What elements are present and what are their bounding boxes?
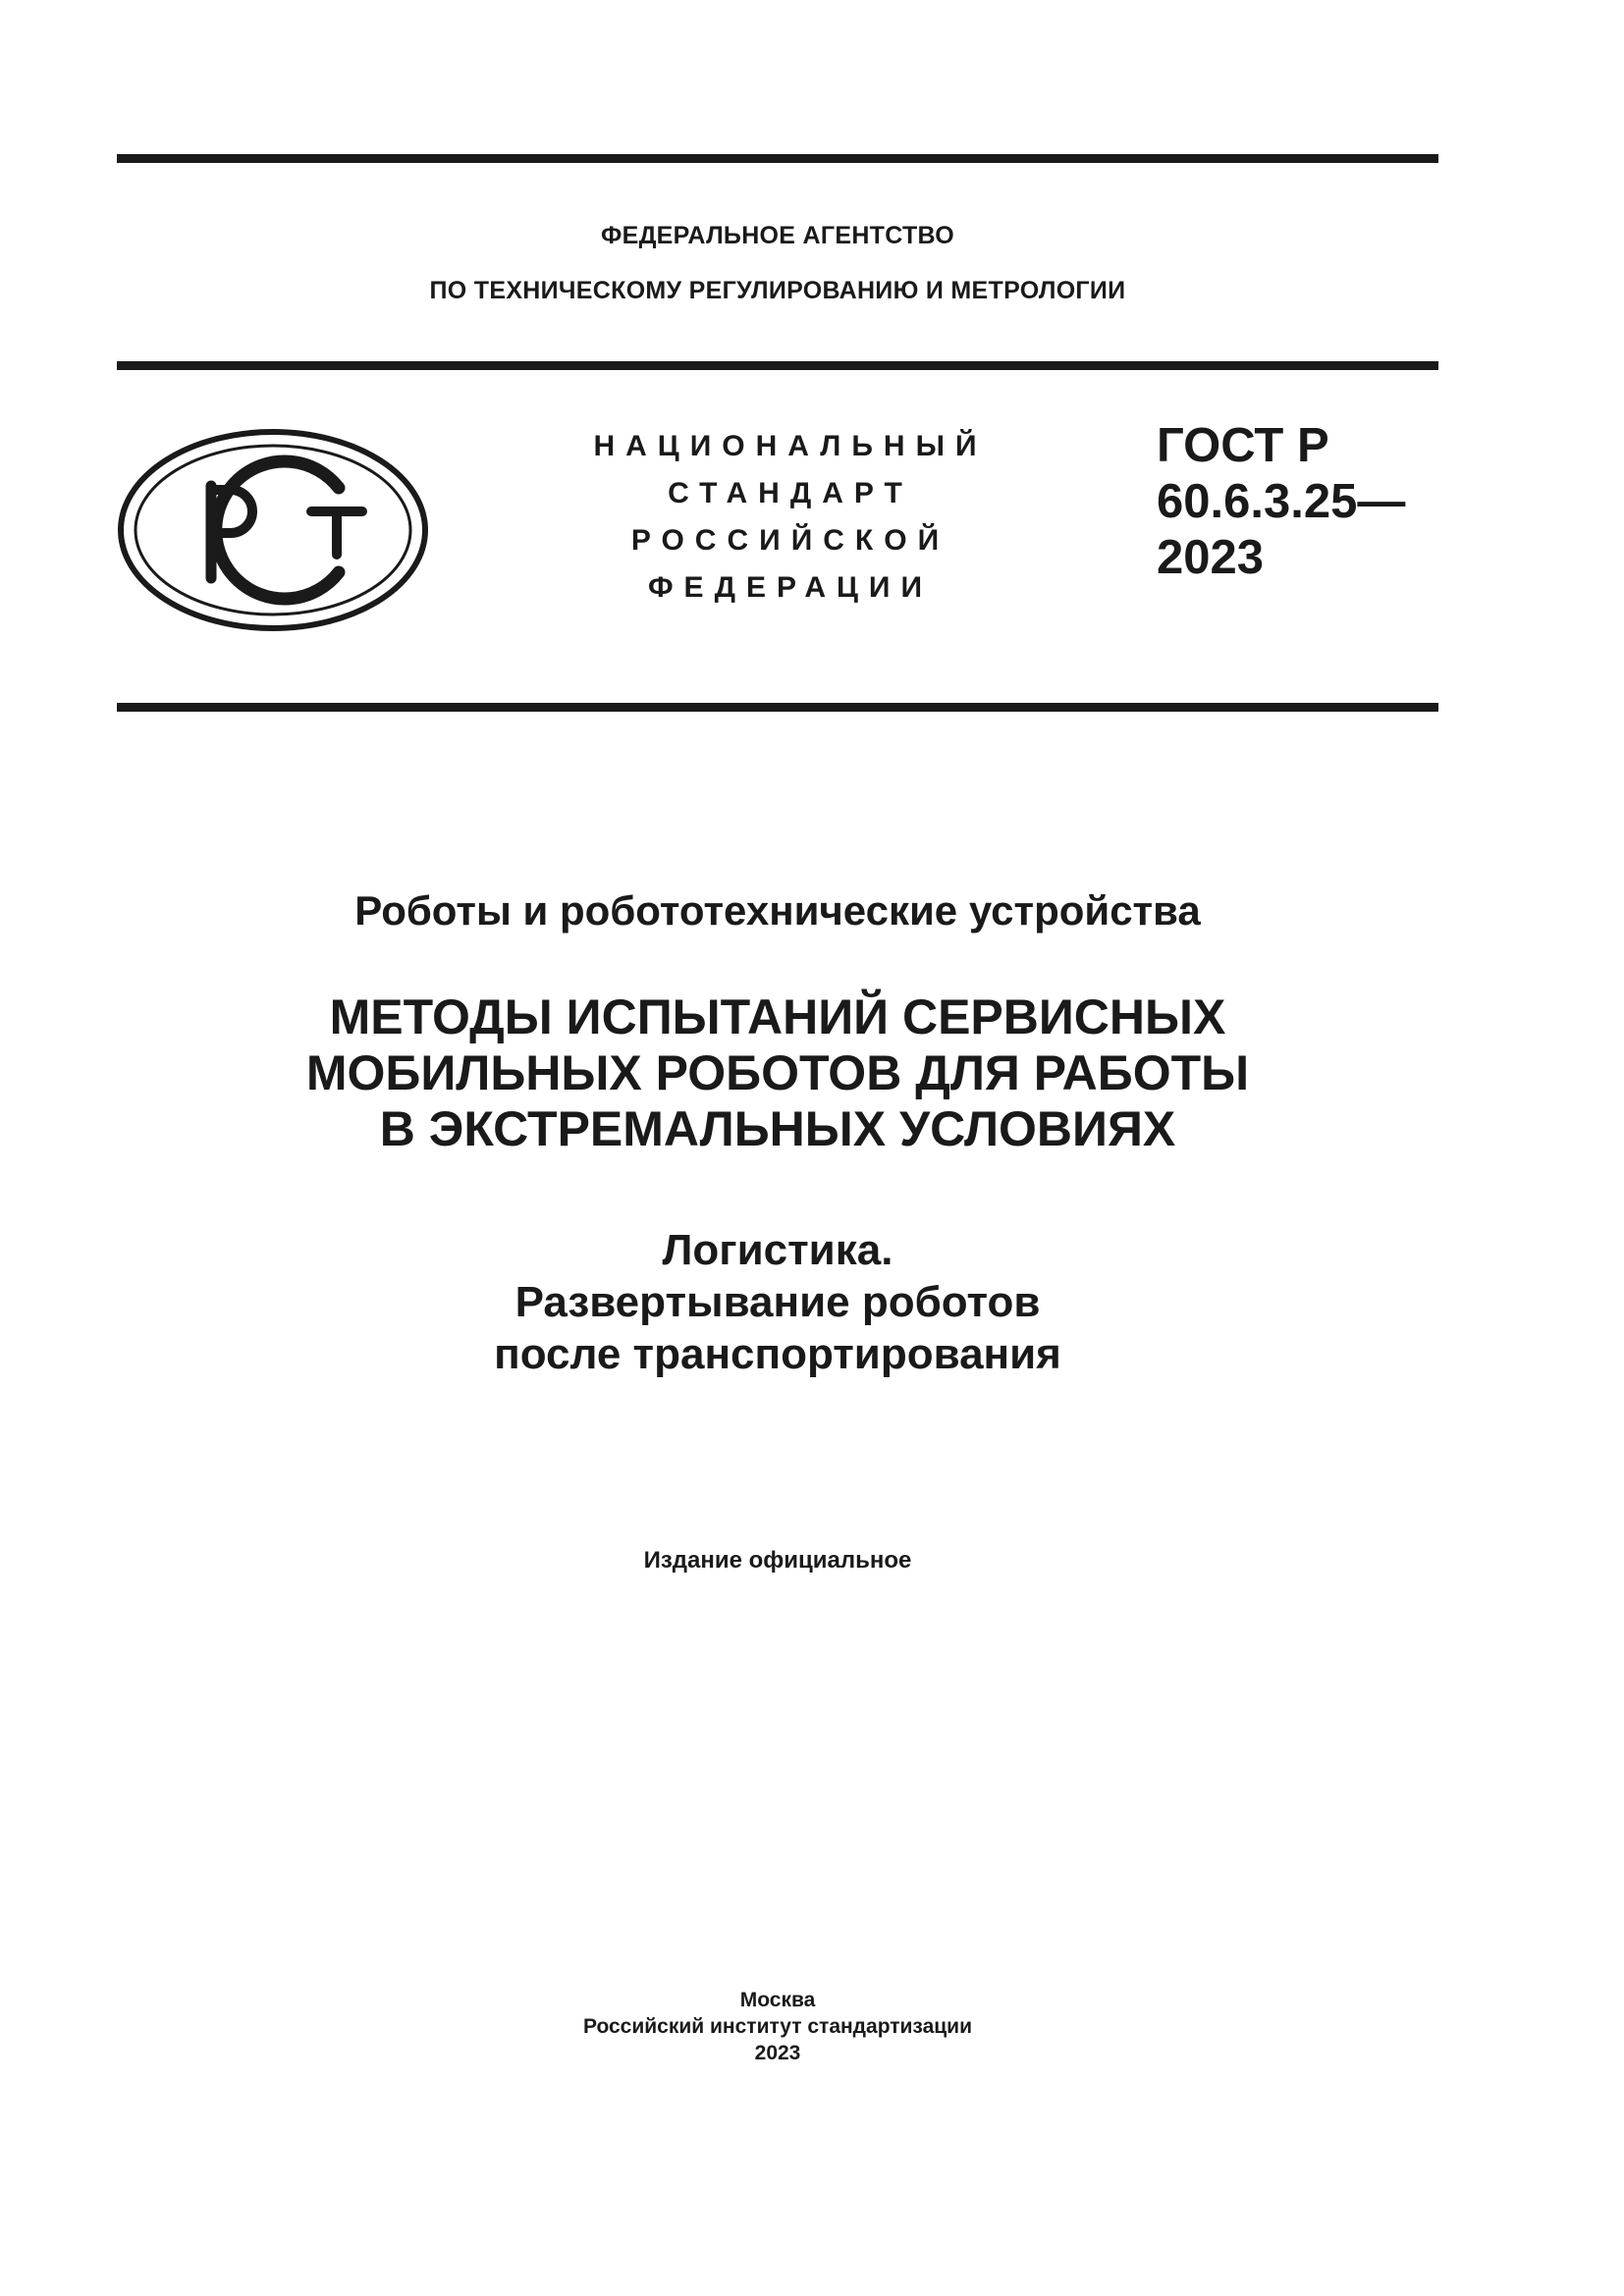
designation-line: 60.6.3.25— <box>1157 475 1406 528</box>
agency-name-line-1: ФЕДЕРАЛЬНОЕ АГЕНТСТВО <box>600 222 955 249</box>
edition-note: Издание официальное <box>643 1547 912 1574</box>
title-block-rule <box>117 703 1438 712</box>
subtitle-line: Развертывание роботов <box>514 1278 1041 1326</box>
subtitle-line: после транспортирования <box>494 1330 1061 1378</box>
designation-line: ГОСТ Р <box>1157 419 1329 472</box>
national-standard-line: СТАНДАРТ <box>668 477 913 509</box>
subtitle <box>117 1224 1438 1380</box>
subtitle-line: Логистика. <box>662 1226 893 1274</box>
publisher-imprint <box>117 1987 1438 2066</box>
national-standard-line: ФЕДЕРАЦИИ <box>647 571 934 604</box>
national-standard-line: НАЦИОНАЛЬНЫЙ <box>593 430 988 462</box>
main-title-line: МЕТОДЫ ИСПЫТАНИЙ СЕРВИСНЫХ <box>329 989 1226 1044</box>
imprint-publisher: Российский институт стандартизации <box>582 2015 973 2038</box>
header-rule <box>117 361 1438 370</box>
agency-name-line-2: ПО ТЕХНИЧЕСКОМУ РЕГУЛИРОВАНИЮ И МЕТРОЛОГИИ <box>429 277 1126 304</box>
standard-designation <box>1157 418 1405 586</box>
top-rule <box>117 154 1438 163</box>
imprint-year: 2023 <box>754 2042 801 2064</box>
national-standard-label <box>550 423 1031 612</box>
main-title-line: МОБИЛЬНЫХ РОБОТОВ ДЛЯ РАБОТЫ <box>305 1045 1250 1100</box>
main-title <box>117 989 1438 1157</box>
series-title: Роботы и робототехнические устройства <box>354 887 1201 934</box>
national-standard-line: РОССИЙСКОЙ <box>630 524 950 557</box>
main-title-line: В ЭКСТРЕМАЛЬНЫХ УСЛОВИЯХ <box>379 1101 1176 1156</box>
rst-certification-mark-icon <box>117 429 429 631</box>
imprint-city: Москва <box>739 1989 816 2011</box>
designation-line: 2023 <box>1157 531 1265 584</box>
